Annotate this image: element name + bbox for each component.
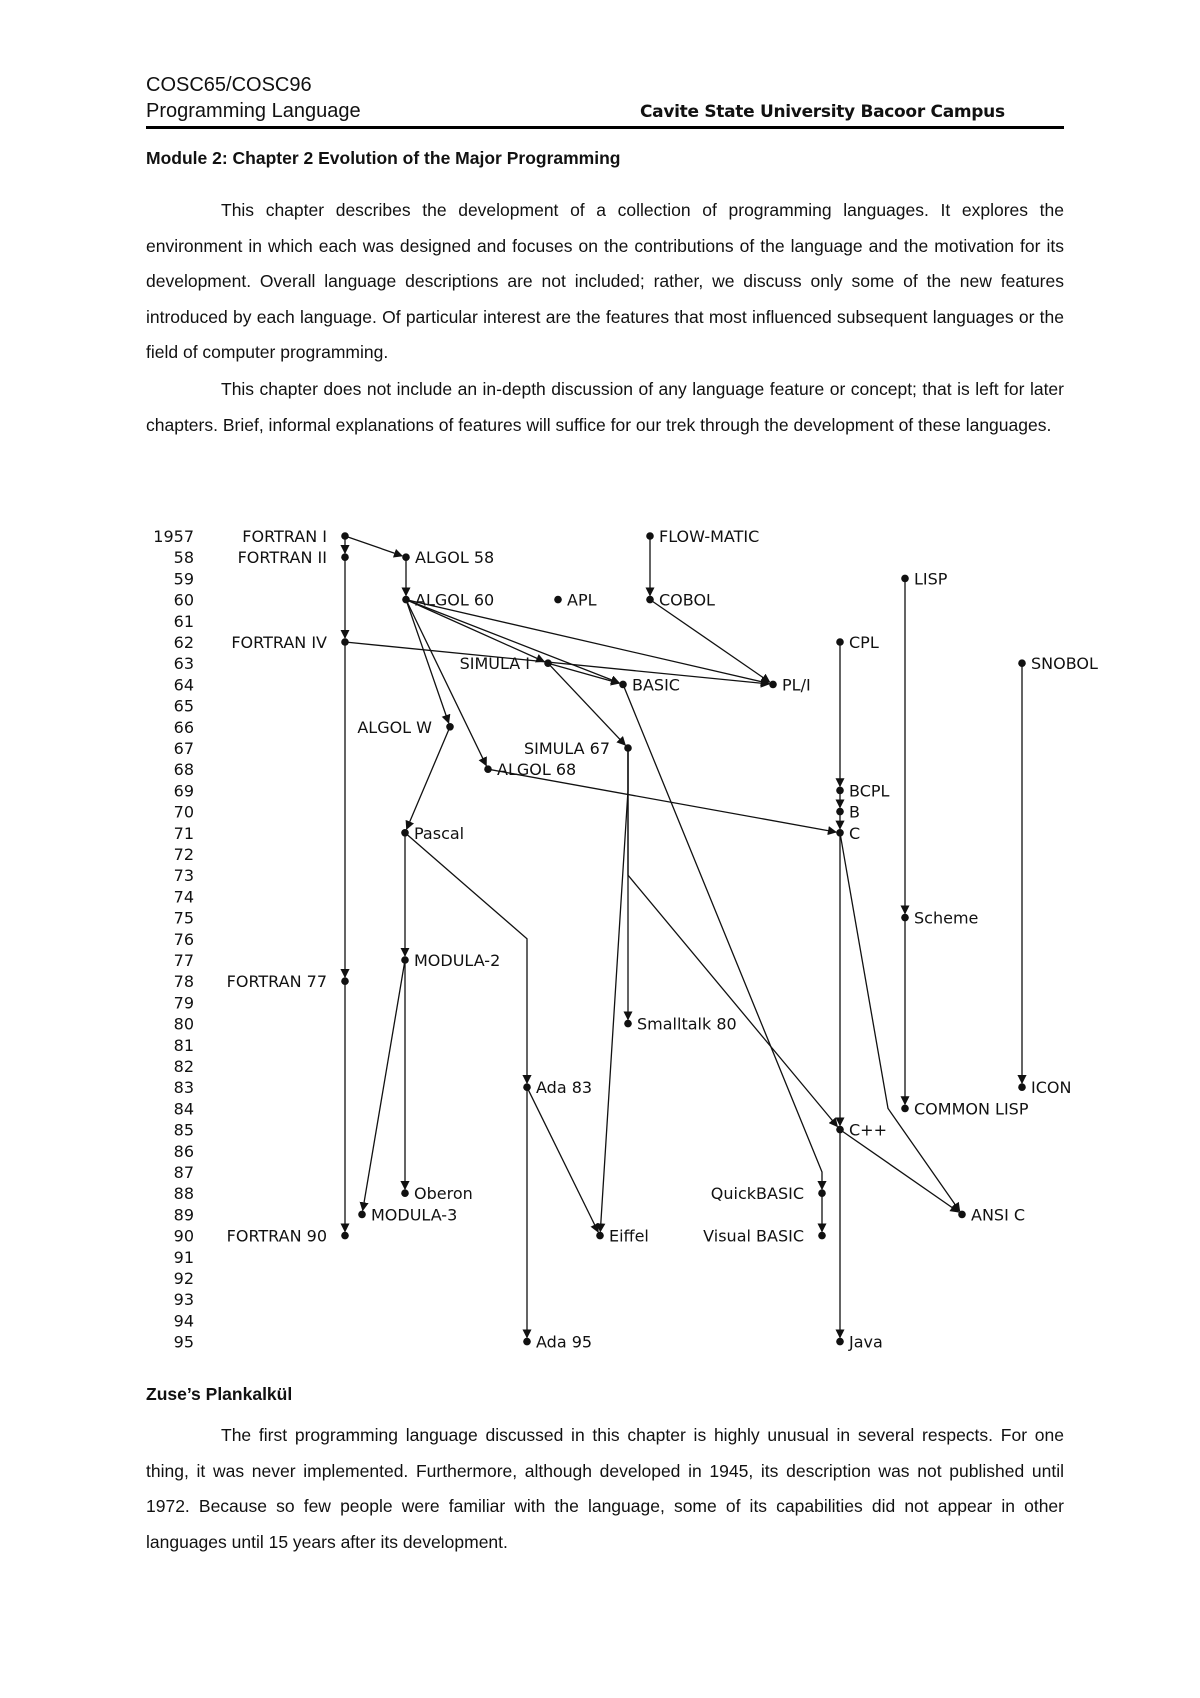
page-title: Module 2: Chapter 2 Evolution of the Major Programming — [146, 148, 621, 168]
language-node-algol68 — [484, 760, 576, 779]
language-label: SIMULA 67 — [523, 739, 610, 758]
node-dot — [341, 977, 349, 985]
year-label: 64 — [173, 675, 194, 695]
node-dot — [341, 532, 349, 540]
year-label: 93 — [173, 1290, 194, 1310]
language-node-algol60 — [402, 591, 494, 610]
language-node-quickbasic — [711, 1184, 826, 1203]
language-node-fortran90 — [227, 1227, 349, 1246]
language-node-pl1 — [769, 675, 810, 694]
arrow-basic-to-quickbasic — [623, 684, 822, 1189]
language-label: B — [849, 802, 860, 822]
year-label: 90 — [173, 1226, 194, 1246]
node-dot — [624, 1020, 632, 1028]
language-label: Pascal — [414, 823, 465, 843]
language-node-algol58 — [402, 548, 494, 567]
language-node-flowmatic — [646, 527, 759, 546]
node-dot — [818, 1189, 826, 1197]
node-dot — [836, 808, 844, 816]
year-label: 58 — [173, 548, 194, 568]
node-dot — [818, 1232, 826, 1240]
language-node-modula2 — [401, 951, 500, 970]
language-node-java — [836, 1333, 883, 1352]
language-label: Oberon — [414, 1184, 473, 1204]
language-node-commonlisp — [901, 1099, 1029, 1118]
node-dot — [401, 956, 409, 964]
year-label: 86 — [173, 1141, 194, 1161]
node-dot — [554, 596, 562, 604]
node-dot — [836, 1126, 844, 1134]
year-column — [153, 527, 194, 1352]
node-dot — [596, 1232, 604, 1240]
language-label: FORTRAN 90 — [226, 1226, 327, 1246]
language-label: FLOW-MATIC — [659, 527, 760, 546]
node-dot — [401, 829, 409, 837]
node-dot — [624, 744, 632, 752]
node-dot — [619, 681, 627, 689]
node-dot — [836, 829, 844, 837]
node-dot — [523, 1338, 531, 1346]
language-node-fortran77 — [227, 972, 349, 991]
language-node-algolw — [357, 718, 453, 737]
arrow-algolw-to-pascal — [407, 727, 450, 829]
node-dot — [958, 1211, 966, 1219]
language-node-fortran4 — [231, 633, 348, 652]
language-node-scheme — [901, 909, 978, 928]
language-label: BASIC — [632, 675, 680, 695]
language-label: QuickBASIC — [710, 1184, 804, 1204]
year-label: 83 — [173, 1078, 194, 1098]
language-label: ALGOL 60 — [415, 590, 495, 610]
language-node-ansic — [958, 1205, 1025, 1224]
language-node-simula67 — [524, 739, 632, 758]
arrow-algol60-to-algol68 — [406, 600, 486, 766]
language-node-fortran2 — [238, 548, 349, 567]
year-label: 61 — [173, 611, 194, 631]
section-heading: Zuse’s Plankalkül — [146, 1384, 293, 1404]
language-label: FORTRAN IV — [231, 633, 327, 652]
language-label: Ada 95 — [536, 1332, 593, 1352]
language-label: SIMULA I — [459, 654, 530, 674]
year-label: 84 — [173, 1099, 194, 1119]
node-dot — [341, 1232, 349, 1240]
year-label: 80 — [173, 1014, 194, 1034]
language-node-ada83 — [523, 1078, 592, 1097]
node-dot — [523, 1083, 531, 1091]
year-label: 74 — [173, 887, 194, 907]
language-label: ICON — [1031, 1078, 1072, 1098]
year-label: 78 — [173, 972, 194, 992]
language-node-cpl — [836, 633, 879, 652]
year-label: 81 — [173, 1035, 194, 1055]
arrow-modula2-to-modula3 — [363, 960, 405, 1211]
node-dot — [402, 596, 410, 604]
year-label: 68 — [173, 760, 194, 780]
language-node-eiffel — [596, 1227, 649, 1246]
year-label: 82 — [173, 1057, 194, 1076]
node-dot — [901, 1105, 909, 1113]
language-node-lisp — [901, 569, 948, 588]
arrow-cpp-to-ansic — [840, 1130, 959, 1213]
year-label: 75 — [173, 908, 194, 928]
language-label: Java — [849, 1332, 883, 1352]
language-label: Eiffel — [609, 1226, 649, 1246]
language-node-smalltalk80 — [624, 1015, 736, 1034]
year-label: 95 — [173, 1332, 194, 1352]
node-dot — [341, 553, 349, 561]
node-dot — [544, 659, 552, 667]
node-dot — [836, 638, 844, 646]
node-dot — [446, 723, 454, 731]
node-dot — [769, 681, 777, 689]
node-dot — [341, 638, 349, 646]
year-label: 63 — [173, 654, 194, 674]
language-label: SNOBOL — [1031, 654, 1098, 674]
node-dot — [1018, 1083, 1026, 1091]
node-dot — [402, 553, 410, 561]
language-node-oberon — [401, 1184, 473, 1203]
node-dot — [646, 596, 654, 604]
course-code: COSC65/COSC96 — [146, 74, 312, 96]
subject-name: Programming Language — [146, 100, 361, 122]
language-label: C — [849, 823, 861, 843]
year-label: 59 — [173, 569, 194, 589]
arrow-ada83-to-eiffel — [527, 1087, 598, 1232]
language-node-visualbasic — [703, 1227, 826, 1246]
arrow-algol60-to-algolw — [406, 600, 449, 723]
node-dot — [1018, 659, 1026, 667]
language-node-simula1 — [460, 654, 552, 673]
language-label: BCPL — [849, 781, 890, 801]
language-label: APL — [567, 590, 597, 610]
year-label: 62 — [173, 633, 194, 652]
year-label: 71 — [173, 823, 194, 843]
year-label: 67 — [173, 739, 194, 758]
school-name: Cavite State University Bacoor Campus — [640, 102, 1005, 122]
language-label: LISP — [914, 569, 948, 589]
year-label: 77 — [173, 951, 194, 970]
language-label: ANSI C — [971, 1205, 1026, 1225]
language-node-apl — [554, 591, 596, 610]
node-dot — [358, 1211, 366, 1219]
language-label: ALGOL W — [357, 717, 432, 737]
year-label: 72 — [173, 845, 194, 864]
year-label: 87 — [173, 1163, 194, 1182]
year-label: 88 — [173, 1184, 194, 1204]
year-label: 91 — [173, 1247, 194, 1267]
year-label: 60 — [173, 590, 194, 610]
arrow-fortran4-to-pl1 — [345, 642, 769, 684]
node-dot — [901, 575, 909, 583]
language-node-modula3 — [358, 1205, 457, 1224]
year-label: 85 — [173, 1120, 194, 1140]
language-label: MODULA-3 — [371, 1205, 458, 1225]
year-label: 94 — [173, 1311, 194, 1331]
language-node-cobol — [646, 591, 715, 610]
year-label: 70 — [173, 802, 194, 822]
node-dot — [901, 914, 909, 922]
arrow-simula67-to-eiffel — [600, 748, 628, 1232]
language-node-snobol — [1018, 654, 1098, 673]
language-label: MODULA-2 — [414, 951, 501, 970]
year-label: 66 — [173, 717, 194, 737]
arrow-simula67-to-cpp — [628, 748, 837, 1127]
language-node-basic — [619, 675, 680, 694]
node-dot — [836, 1338, 844, 1346]
node-dot — [484, 765, 492, 773]
language-label: FORTRAN 77 — [226, 972, 327, 992]
year-label: 69 — [173, 781, 194, 801]
language-label: FORTRAN I — [242, 527, 327, 546]
language-label: Visual BASIC — [703, 1226, 804, 1246]
year-label: 79 — [173, 993, 194, 1013]
language-label: COMMON LISP — [914, 1099, 1029, 1119]
language-node-cpp — [836, 1121, 887, 1140]
language-label: CPL — [849, 633, 879, 652]
arrow-c-to-ansic — [840, 833, 960, 1211]
language-node-bcpl — [836, 781, 889, 800]
language-label: ALGOL 68 — [497, 760, 577, 780]
arrow-simula1-to-simula67 — [548, 663, 625, 745]
language-label: ALGOL 58 — [415, 548, 495, 568]
language-label: C++ — [849, 1120, 887, 1140]
language-node-icon — [1018, 1078, 1071, 1097]
language-label: PL/I — [782, 675, 811, 695]
year-label: 65 — [173, 696, 194, 716]
year-label: 73 — [173, 866, 194, 886]
arrow-fortran1-to-algol58 — [345, 536, 402, 556]
language-label: Scheme — [914, 908, 979, 928]
year-label: 76 — [173, 929, 194, 949]
node-dot — [646, 532, 654, 540]
node-dot — [401, 1189, 409, 1197]
year-label: 1957 — [153, 527, 194, 546]
language-label: Smalltalk 80 — [637, 1014, 737, 1034]
year-label: 89 — [173, 1205, 194, 1225]
intro-paragraph-2: This chapter does not include an in-depth discussion of any language feature or concept; that is left for later chapters. Brief, informal explanations of features will suffice for our trek through the development of these languages. — [146, 379, 1064, 435]
language-node-pascal — [401, 824, 464, 843]
intro-paragraph-1: This chapter describes the development of a collection of programming languages. It explores the environment in which each was designed and focuses on the contributions of the language and the motivation for its development. Overall language descriptions are not included; rather, we discuss only some of the new features introduced by each language. Of particular interest are the features that most influenced subsequent languages or the field of computer programming. — [146, 200, 1064, 362]
section-paragraph: The first programming language discussed in this chapter is highly unusual in several respects. For one thing, it was never implemented. Furthermore, although developed in 1945, its description was not published until 1972. Because so few people were familiar with the language, some of its capabilities did not appear in other languages until 15 years after its development. — [146, 1425, 1064, 1552]
language-label: Ada 83 — [536, 1078, 593, 1098]
language-node-fortran1 — [242, 527, 349, 546]
year-label: 92 — [173, 1269, 194, 1288]
node-dot — [836, 787, 844, 795]
language-nodes — [227, 527, 1098, 1352]
language-label: FORTRAN II — [237, 548, 327, 568]
language-node-ada95 — [523, 1333, 592, 1352]
language-label: COBOL — [659, 590, 715, 610]
